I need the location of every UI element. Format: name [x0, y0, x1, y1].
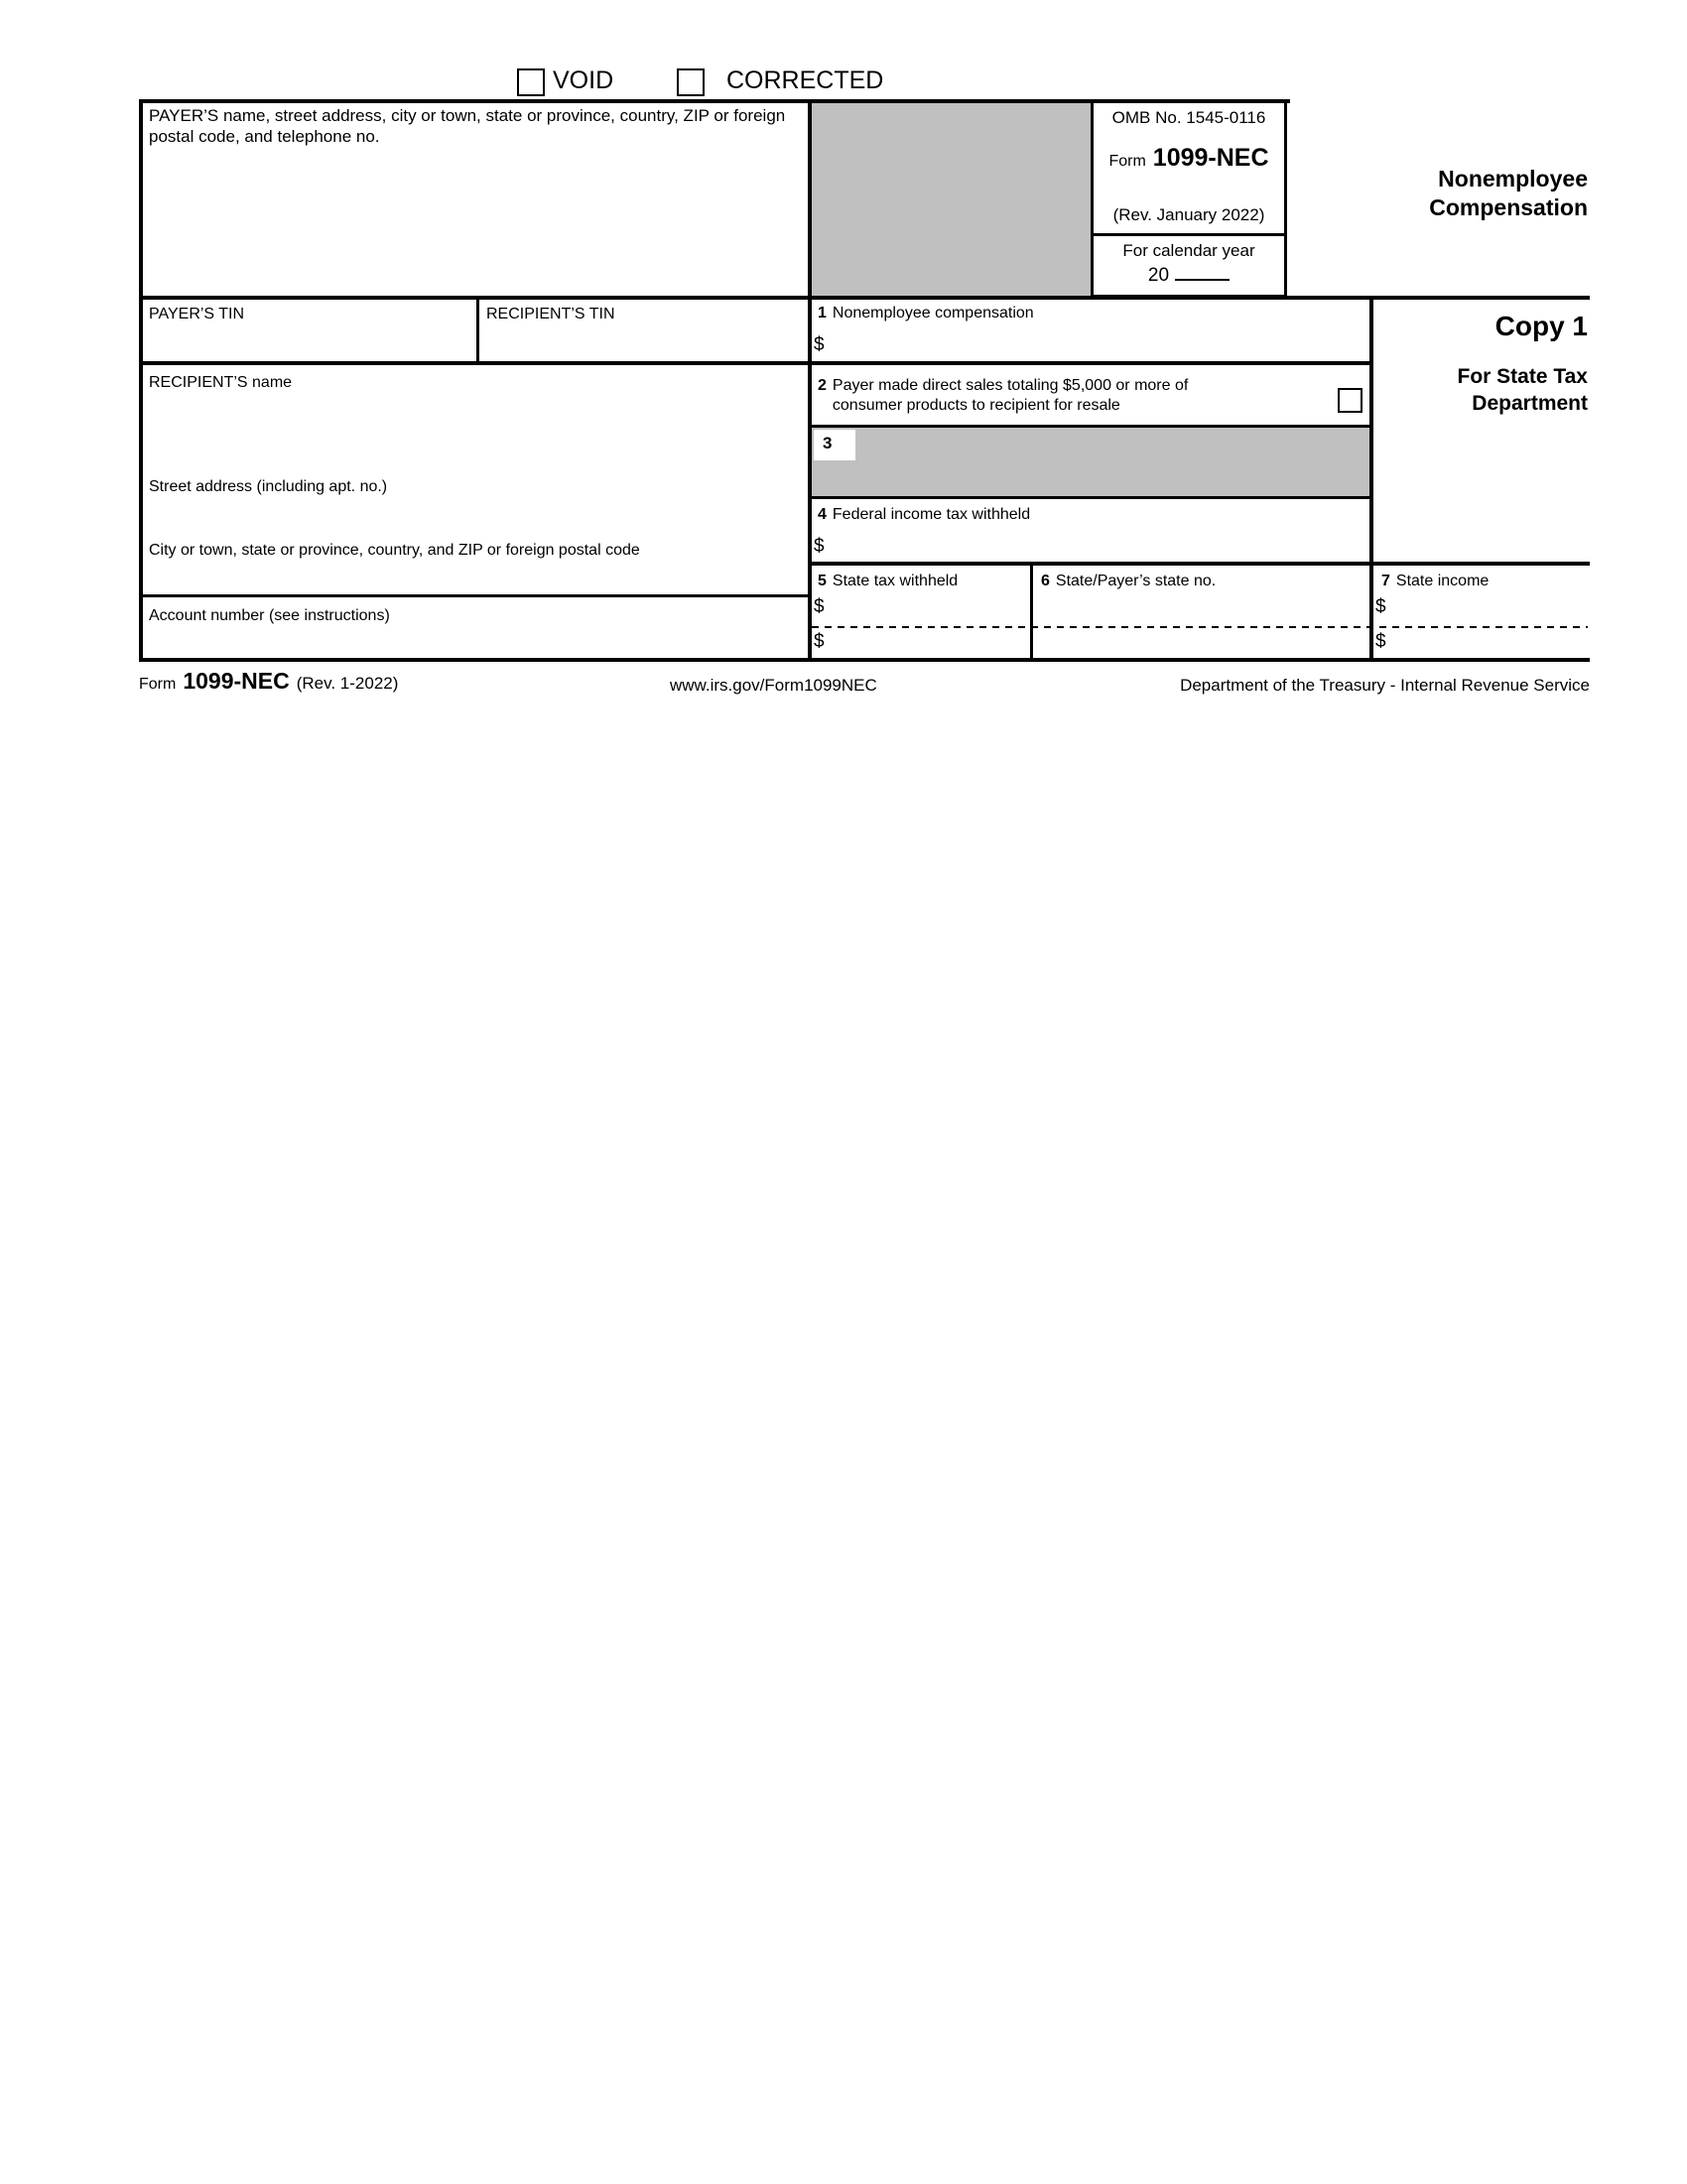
row-divider: [808, 496, 1373, 499]
form-right-border: [1369, 296, 1373, 662]
box5-dollar-sign-1: $: [814, 596, 825, 617]
box7-dollar-sign-1: $: [1375, 596, 1386, 617]
box7-label: 7 State income: [1381, 573, 1490, 589]
form-number: 1099-NEC: [1152, 144, 1269, 172]
box4-number: 4: [818, 506, 827, 523]
footer-form-number: 1099-NEC: [183, 668, 290, 694]
box1-number: 1: [818, 305, 827, 321]
box3-label: [823, 434, 832, 453]
box3-number-square: [814, 430, 855, 460]
city-label: City or town, state or province, country, and ZIP or foreign postal code: [149, 542, 640, 559]
box2-checkbox[interactable]: [1338, 388, 1363, 413]
footer-department: Department of the Treasury - Internal Revenue Service: [1180, 676, 1590, 695]
revision-note: (Rev. January 2022): [1112, 205, 1265, 224]
box5-number: 5: [818, 573, 827, 589]
calendar-year-prefix: 20: [1147, 265, 1170, 286]
tin-column-divider: [476, 296, 479, 365]
payer-info-label: PAYER’S name, street address, city or town, state or province, country, ZIP or foreign postal code, and telephone no.: [149, 106, 786, 146]
footer-form-id: [139, 668, 399, 695]
void-label: VOID: [553, 66, 614, 94]
form-left-border: [139, 99, 143, 662]
box3-shaded-area: [810, 427, 1371, 498]
box7-dollar-sign-2: $: [1375, 631, 1386, 652]
street-address-label: Street address (including apt. no.): [149, 478, 388, 495]
footer-revision: (Rev. 1-2022): [296, 674, 399, 693]
box7-number: 7: [1381, 573, 1390, 589]
form-title-line1: Nonemployee: [1438, 166, 1588, 192]
box4-label: 4 Federal income tax withheld: [818, 506, 1031, 523]
calendar-year-blank[interactable]: [1175, 263, 1230, 281]
center-column-divider: [808, 99, 812, 662]
row-divider: [808, 562, 1590, 566]
footer-form-word: Form: [139, 676, 177, 693]
box6-number: 6: [1041, 573, 1050, 589]
corrected-checkbox[interactable]: [677, 68, 705, 96]
box3-number: 3: [823, 434, 833, 452]
copy-for-line2: Department: [1472, 392, 1588, 415]
copy-for-line1: For State Tax: [1457, 365, 1588, 388]
copy-label: Copy 1: [1494, 311, 1588, 341]
footer-url[interactable]: www.irs.gov/Form1099NEC: [670, 676, 877, 695]
omb-box-divider: [1091, 233, 1287, 236]
row-divider: [139, 361, 1373, 365]
box5-label: 5 State tax withheld: [818, 573, 959, 589]
corrected-label: CORRECTED: [726, 66, 884, 94]
form-title: [1429, 165, 1588, 222]
shaded-area-top: [810, 99, 1093, 298]
box2-number: 2: [818, 377, 827, 394]
state-row-dashed-divider: [812, 626, 1588, 628]
box2-label: 2 Payer made direct sales totaling $5,000 or more of consumer products to recipient for resale: [818, 377, 1189, 414]
account-box-top-border: [139, 594, 812, 597]
box5-box6-divider: [1030, 562, 1033, 658]
recipient-tin-label: RECIPIENT’S TIN: [486, 306, 615, 322]
void-checkbox[interactable]: [517, 68, 545, 96]
copy-for-label: [1458, 363, 1588, 417]
box1-label: 1 Nonemployee compensation: [818, 305, 1034, 321]
row-divider: [808, 425, 1373, 428]
recipient-name-label: RECIPIENT’S name: [149, 374, 293, 391]
form-number-header: [1091, 144, 1287, 172]
account-number-label: Account number (see instructions): [149, 607, 390, 624]
omb-number: OMB No. 1545-0116: [1111, 108, 1266, 127]
box5-dollar-sign-2: $: [814, 631, 825, 652]
box6-label: 6 State/Payer’s state no.: [1041, 573, 1217, 589]
calendar-year-entry: [1091, 263, 1287, 285]
box4-dollar-sign: $: [814, 536, 825, 557]
form-word: Form: [1108, 153, 1146, 170]
calendar-year-label: For calendar year: [1122, 241, 1255, 260]
box1-dollar-sign: $: [814, 334, 825, 355]
payer-tin-label: PAYER’S TIN: [149, 306, 245, 322]
form-title-line2: Compensation: [1429, 194, 1588, 220]
